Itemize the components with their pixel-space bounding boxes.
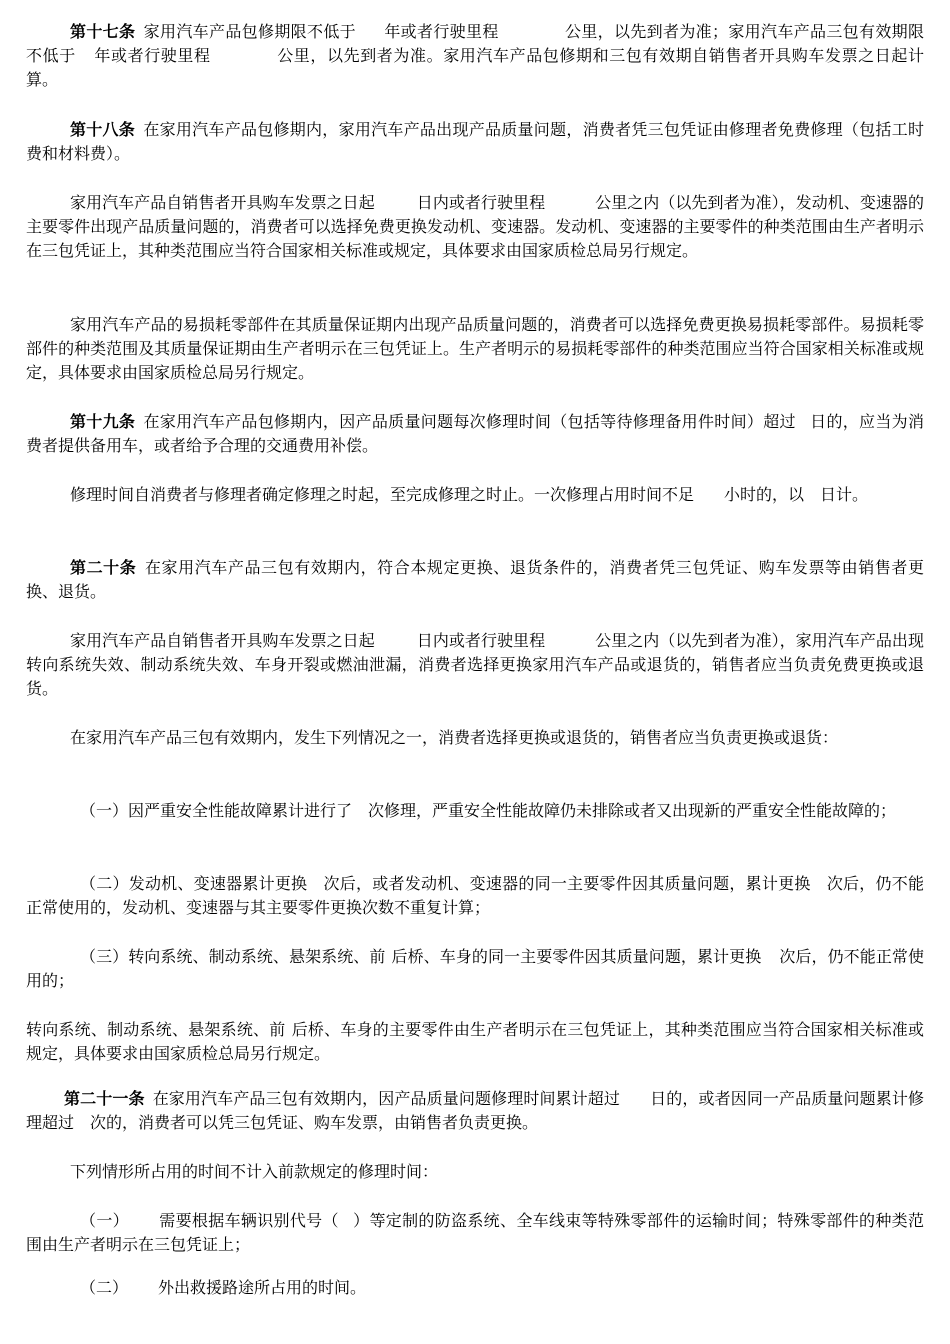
condition-2-paragraph <box>26 872 924 920</box>
text-segment: 日的，应当为消费者提供备用车，或者给予合理的交通费用补偿。 <box>26 412 924 455</box>
text-segment: 家用汽车产品自销售者开具购车发票之日起 <box>70 193 375 212</box>
text-segment: 公里，以先到者为准；家用汽车产品三包有效期限不低于 <box>26 22 924 65</box>
text-segment: （二） <box>80 1278 129 1297</box>
text-segment: 在家用汽车产品三包有效期内，发生下列情况之一，消费者选择更换或退货的，销售者应当负责更换或退货： <box>70 728 839 747</box>
main-parts-paragraph <box>26 1018 924 1066</box>
text-segment: 次修理，严重安全性能故障仍未排除或者又出现新的严重安全性能故障的； <box>368 801 897 820</box>
text-segment: 次后，或者发动机、变速器的同一主要零件因其质量问题，累计更换 <box>323 874 811 893</box>
exclusions-intro-paragraph <box>26 1160 924 1184</box>
exclusion-1-paragraph <box>26 1209 924 1257</box>
engine-replacement-paragraph <box>26 191 924 263</box>
article-20-paragraph <box>26 556 924 604</box>
article-heading: 第十七条 <box>70 22 136 41</box>
condition-3-paragraph <box>26 945 924 993</box>
text-segment: 公里之内（以先到者为准），家用汽车产品出现转向系统失效、制动系统失效、车身开裂或燃油泄漏，消费者选择更换家用汽车产品或退货的，销售者应当负责免费更换或退货。 <box>26 631 924 698</box>
article-heading: 第十八条 <box>70 120 136 139</box>
text-segment: 公里，以先到者为准。家用汽车产品包修期和三包有效期自销售者开具购车发票之日起计算。 <box>26 46 924 89</box>
text-segment: 转向系统、制动系统、悬架系统、前 <box>26 1020 286 1039</box>
text-segment: 日内或者行驶里程 <box>416 193 546 212</box>
text-segment: 次后，仍不能正常使用的； <box>26 947 924 990</box>
text-segment: 次的，消费者可以凭三包凭证、购车发票，由销售者负责更换。 <box>90 1113 539 1132</box>
text-segment: 日计。 <box>820 485 869 504</box>
text-segment: 修理时间自消费者与修理者确定修理之时起，至完成修理之时止。一次修理占用时间不足 <box>70 485 695 504</box>
text-segment: 年或者行驶里程 <box>93 46 211 65</box>
text-segment: 在家用汽车产品三包有效期内，符合本规定更换、退货条件的，消费者凭三包凭证、购车发票等由销售者更换、退货。 <box>26 558 924 601</box>
repair-time-paragraph <box>26 483 924 507</box>
text-segment: 下列情形所占用的时间不计入前款规定的修理时间： <box>70 1162 439 1181</box>
article-18-paragraph <box>26 118 924 166</box>
article-19-paragraph <box>26 410 924 458</box>
article-17-paragraph <box>26 20 924 92</box>
condition-1-paragraph <box>26 799 924 823</box>
text-segment: 家用汽车产品的易损耗零部件在其质量保证期内出现产品质量问题的，消费者可以选择免费更换易损耗零部件。易损耗零部件的种类范围及其质量保证期由生产者明示在三包凭证上。生产者明示的易损耗零部件的种类范围应当符合国家相关标准或规定，具体要求由国家质检总局另行规定。 <box>26 315 924 382</box>
text-segment: 次后，仍不能正常使用的，发动机、变速器与其主要零件更换次数不重复计算； <box>26 874 924 917</box>
wear-parts-paragraph <box>26 313 924 385</box>
article-heading: 第二十一条 <box>64 1089 145 1108</box>
text-segment: 在家用汽车产品包修期内，家用汽车产品出现产品质量问题，消费者凭三包凭证由修理者免费修理（包括工时费和材料费）。 <box>26 120 924 163</box>
article-heading: 第二十条 <box>70 558 137 577</box>
text-segment: （一）因严重安全性能故障累计进行了 <box>80 801 353 820</box>
text-segment: 外出救援路途所占用的时间。 <box>158 1278 367 1297</box>
conditions-intro-paragraph <box>26 726 924 750</box>
text-segment: 家用汽车产品包修期限不低于 <box>143 22 356 41</box>
text-segment: 后桥、车身的主要零件由生产者明示在三包凭证上，其种类范围应当符合国家相关标准或规定，具体要求由国家质检总局另行规定。 <box>26 1020 924 1063</box>
text-segment: 家用汽车产品自销售者开具购车发票之日起 <box>70 631 375 650</box>
major-failure-paragraph <box>26 629 924 701</box>
article-heading: 第十九条 <box>70 412 136 431</box>
text-segment: 日的，或者因同一产品质量问题累计修理超过 <box>26 1089 924 1132</box>
text-segment: 小时的，以 <box>724 485 805 504</box>
exclusion-2-paragraph <box>26 1276 924 1300</box>
text-segment: 日内或者行驶里程 <box>416 631 546 650</box>
article-21-paragraph <box>26 1087 924 1135</box>
text-segment: （二）发动机、变速器累计更换 <box>80 874 308 893</box>
text-segment: ）等定制的防盗系统、全车线束等特殊零部件的运输时间；特殊零部件的种类范围由生产者明示在三包凭证上； <box>26 1211 924 1254</box>
text-segment: 在家用汽车产品包修期内，因产品质量问题每次修理时间（包括等待修理备用件时间）超过 <box>143 412 796 431</box>
text-segment: 年或者行驶里程 <box>384 22 499 41</box>
text-segment: 后桥、车身的同一主要零件因其质量问题，累计更换 <box>391 947 762 966</box>
text-segment: 在家用汽车产品三包有效期内，因产品质量问题修理时间累计超过 <box>152 1089 621 1108</box>
text-segment: 需要根据车辆识别代号（ <box>158 1211 339 1230</box>
text-segment: （三）转向系统、制动系统、悬架系统、前 <box>80 947 386 966</box>
text-segment: （一） <box>80 1211 129 1230</box>
text-segment: 公里之内（以先到者为准），发动机、变速器的主要零件出现产品质量问题的，消费者可以选择免费更换发动机、变速器。发动机、变速器的主要零件的种类范围由生产者明示在三包凭证上，其种类范围应当符合国家相关标准或规定，具体要求由国家质检总局另行规定。 <box>26 193 924 260</box>
